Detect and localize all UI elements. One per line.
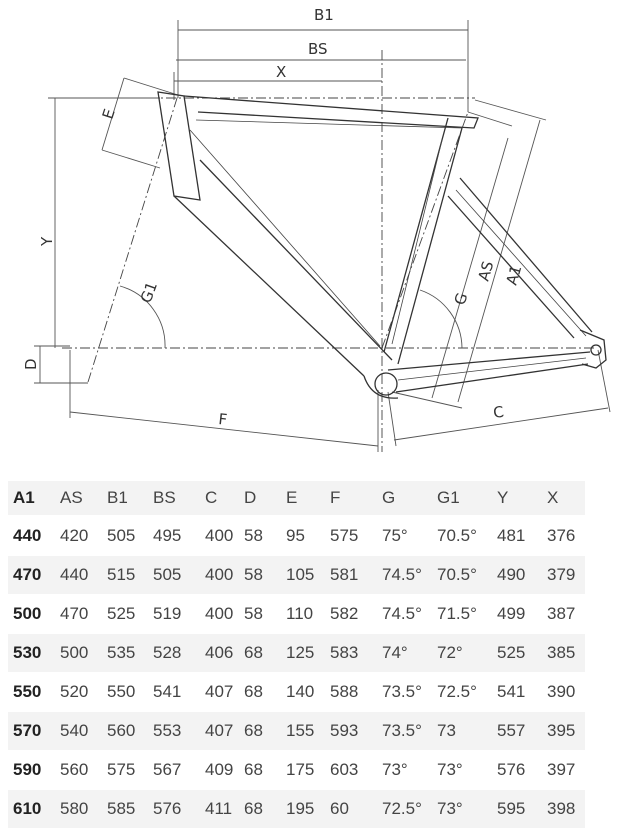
label-as: AS	[474, 259, 498, 284]
cell-bs: 576	[148, 790, 200, 829]
table-row	[8, 595, 585, 634]
bottom-bracket-icon	[375, 373, 397, 395]
cell-c: 411	[200, 790, 239, 829]
cell-f: 603	[325, 751, 377, 790]
cell-f: 581	[325, 556, 377, 595]
cell-g1: 73	[432, 712, 492, 751]
cell-x: 390	[542, 673, 585, 712]
cell-e: 175	[281, 751, 325, 790]
cell-as: 470	[55, 595, 102, 634]
cell-b1: 575	[102, 751, 148, 790]
label-d: D	[22, 358, 40, 370]
cell-size: 550	[8, 673, 55, 712]
cell-g: 74°	[377, 634, 432, 673]
cell-g: 72.5°	[377, 790, 432, 829]
cell-b1: 550	[102, 673, 148, 712]
cell-e: 155	[281, 712, 325, 751]
cell-y: 557	[492, 712, 542, 751]
cell-as: 580	[55, 790, 102, 829]
column-header-g1: G1	[432, 481, 492, 517]
cell-as: 500	[55, 634, 102, 673]
table-row	[8, 751, 585, 790]
cell-c: 407	[200, 673, 239, 712]
cell-c: 400	[200, 517, 239, 556]
cell-bs: 567	[148, 751, 200, 790]
cell-b1: 535	[102, 634, 148, 673]
column-header-bs: BS	[148, 481, 200, 517]
table-row	[8, 712, 585, 751]
column-header-as: AS	[55, 481, 102, 517]
cell-c: 400	[200, 595, 239, 634]
cell-c: 409	[200, 751, 239, 790]
dimension-a1	[392, 100, 546, 408]
cell-size: 470	[8, 556, 55, 595]
cell-g: 75°	[377, 517, 432, 556]
cell-y: 595	[492, 790, 542, 829]
cell-bs: 541	[148, 673, 200, 712]
cell-bs: 505	[148, 556, 200, 595]
cell-d: 58	[239, 556, 281, 595]
dimension-c	[388, 350, 610, 446]
dimension-y	[48, 98, 160, 348]
cell-size: 610	[8, 790, 55, 829]
cell-y: 541	[492, 673, 542, 712]
cell-g: 73.5°	[377, 712, 432, 751]
cell-d: 68	[239, 751, 281, 790]
geometry-table	[8, 481, 585, 829]
cell-g1: 72°	[432, 634, 492, 673]
column-header-d: D	[239, 481, 281, 517]
cell-f: 593	[325, 712, 377, 751]
cell-size: 440	[8, 517, 55, 556]
cell-f: 583	[325, 634, 377, 673]
cell-y: 525	[492, 634, 542, 673]
column-header-y: Y	[492, 481, 542, 517]
label-c: C	[492, 402, 505, 422]
cell-b1: 585	[102, 790, 148, 829]
cell-b1: 560	[102, 712, 148, 751]
cell-g: 73.5°	[377, 673, 432, 712]
cell-as: 420	[55, 517, 102, 556]
cell-g1: 71.5°	[432, 595, 492, 634]
cell-x: 395	[542, 712, 585, 751]
label-f: F	[217, 410, 229, 429]
label-bs: BS	[308, 40, 328, 58]
cell-x: 387	[542, 595, 585, 634]
column-header-b1: B1	[102, 481, 148, 517]
cell-e: 195	[281, 790, 325, 829]
cell-x: 376	[542, 517, 585, 556]
cell-f: 582	[325, 595, 377, 634]
cell-y: 499	[492, 595, 542, 634]
cell-bs: 553	[148, 712, 200, 751]
cell-g: 74.5°	[377, 556, 432, 595]
cell-as: 540	[55, 712, 102, 751]
label-b1: B1	[314, 6, 334, 24]
cell-g1: 73°	[432, 790, 492, 829]
label-y: Y	[38, 236, 56, 246]
table-header-row	[8, 481, 585, 517]
cell-g1: 72.5°	[432, 673, 492, 712]
cell-d: 68	[239, 712, 281, 751]
label-g: G	[450, 290, 472, 308]
cell-e: 125	[281, 634, 325, 673]
cell-bs: 528	[148, 634, 200, 673]
column-header-x: X	[542, 481, 585, 517]
cell-e: 140	[281, 673, 325, 712]
cell-size: 590	[8, 751, 55, 790]
cell-b1: 525	[102, 595, 148, 634]
cell-g1: 73°	[432, 751, 492, 790]
cell-b1: 515	[102, 556, 148, 595]
dimension-f	[70, 350, 378, 452]
cell-g1: 70.5°	[432, 517, 492, 556]
dimension-d	[34, 346, 88, 383]
cell-y: 576	[492, 751, 542, 790]
column-header-f: F	[325, 481, 377, 517]
column-header-c: C	[200, 481, 239, 517]
table-row	[8, 790, 585, 829]
cell-x: 397	[542, 751, 585, 790]
column-header-g: G	[377, 481, 432, 517]
table-row	[8, 517, 585, 556]
cell-g: 74.5°	[377, 595, 432, 634]
cell-f: 60	[325, 790, 377, 829]
cell-d: 68	[239, 673, 281, 712]
cell-as: 560	[55, 751, 102, 790]
cell-y: 481	[492, 517, 542, 556]
cell-d: 58	[239, 517, 281, 556]
cell-c: 407	[200, 712, 239, 751]
label-e: E	[98, 106, 119, 122]
cell-d: 58	[239, 595, 281, 634]
label-a1: A1	[502, 263, 526, 288]
cell-x: 398	[542, 790, 585, 829]
column-header-e: E	[281, 481, 325, 517]
cell-b1: 505	[102, 517, 148, 556]
cell-c: 406	[200, 634, 239, 673]
table-row	[8, 673, 585, 712]
cell-d: 68	[239, 634, 281, 673]
cell-g1: 70.5°	[432, 556, 492, 595]
label-g1: G1	[136, 279, 161, 306]
label-x: X	[276, 63, 287, 81]
dimension-e	[102, 78, 178, 168]
cell-f: 588	[325, 673, 377, 712]
cell-e: 105	[281, 556, 325, 595]
cell-bs: 519	[148, 595, 200, 634]
cell-as: 440	[55, 556, 102, 595]
cell-bs: 495	[148, 517, 200, 556]
cell-size: 500	[8, 595, 55, 634]
cell-size: 570	[8, 712, 55, 751]
table-row	[8, 634, 585, 673]
cell-as: 520	[55, 673, 102, 712]
cell-d: 68	[239, 790, 281, 829]
cell-x: 385	[542, 634, 585, 673]
cell-y: 490	[492, 556, 542, 595]
cell-e: 110	[281, 595, 325, 634]
table-row	[8, 556, 585, 595]
cell-f: 575	[325, 517, 377, 556]
cell-g: 73°	[377, 751, 432, 790]
cell-x: 379	[542, 556, 585, 595]
cell-e: 95	[281, 517, 325, 556]
cell-c: 400	[200, 556, 239, 595]
cell-size: 530	[8, 634, 55, 673]
column-header-a1: A1	[8, 481, 55, 517]
